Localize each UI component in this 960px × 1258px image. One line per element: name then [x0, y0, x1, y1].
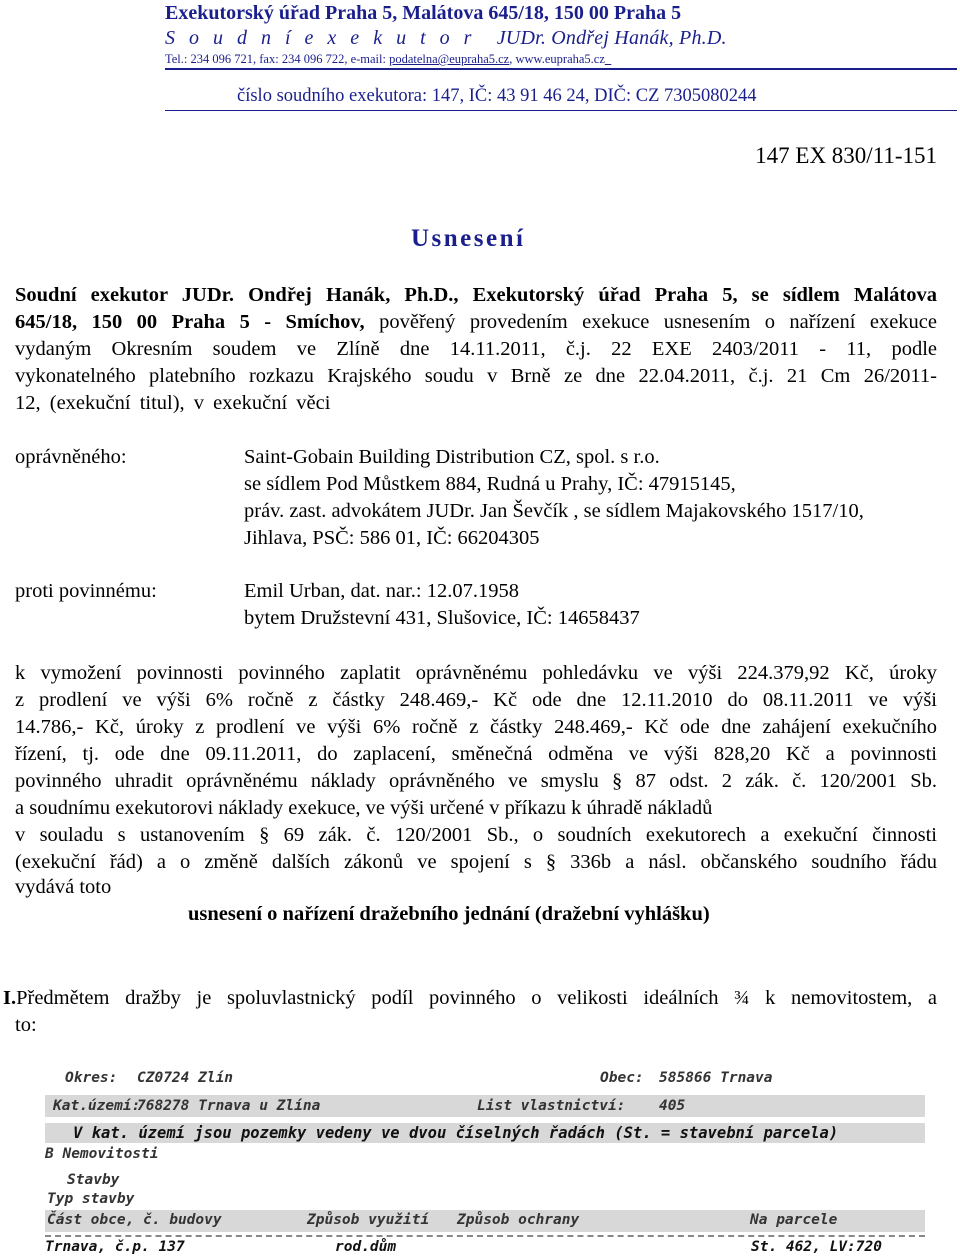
registry-row-vyuziti: rod.dům: [335, 1239, 397, 1255]
obligation-line-3: 14.786,- Kč, úroky z prodlení ve výši 6% ročně z částky 248.469,- Kč ode dne zahájení exekučního: [15, 716, 937, 738]
creditor-line-2: se sídlem Pod Můstkem 884, Rudná u Prahy, IČ: 47915145,: [244, 473, 736, 495]
section-1-number: I.: [3, 987, 17, 1009]
creditor-line-1: Saint-Gobain Building Distribution CZ, spol. s r.o.: [244, 446, 660, 468]
obligation-paragraph: [15, 660, 937, 876]
executor-numbers: číslo soudního exekutora: 147, IČ: 43 91 46 24, DIČ: CZ 7305080244: [237, 86, 757, 106]
intro-line-3: vydaným Okresním soudem ve Zlíně dne 14.11.2011, č.j. 22 EXE 2403/2011 - 11, podle: [15, 338, 937, 360]
creditor-label: oprávněného:: [15, 446, 127, 468]
www-link-tail: _: [604, 52, 612, 66]
intro-line-1: [15, 282, 937, 309]
section-1-text: Předmětem dražby je spoluvlastnický podíl povinného o velikosti ideálních ¾ k nemovitostem, a: [16, 987, 937, 1009]
intro-line-1-bold: Soudní exekutor JUDr. Ondřej Hanák, Ph.D., Exekutorský úřad Praha 5, se sídlem Malátova: [15, 284, 937, 306]
intro-line-4: vykonatelného platebního rozkazu Krajského soudu v Brně ze dne 22.04.2011, č.j. 21 Cm 26/2011-: [15, 365, 937, 387]
www-link[interactable]: , www.eupraha5.cz: [509, 52, 605, 66]
registry-katuzemi-label: Kat.území:: [53, 1098, 141, 1114]
contact-phone-fax: Tel.: 234 096 721, fax: 234 096 722, e-mail:: [165, 52, 390, 66]
registry-banner: V kat. území jsou pozemky vedeny ve dvou číselných řadách (St. = stavební parcela): [73, 1124, 839, 1142]
debtor-line-2: bytem Družstevní 431, Slušovice, IČ: 14658437: [244, 607, 640, 629]
debtor-details: [244, 578, 640, 632]
section-1-line-1: [3, 985, 937, 1012]
case-reference: 147 EX 830/11-151: [755, 143, 937, 168]
obligation-line-4: řízení, tj. ode dne 09.11.2011, do zaplacení, směnečná odměna ve výši 828,20 Kč a povinnosti: [15, 743, 937, 765]
registry-okres-label: Okres:: [65, 1070, 118, 1086]
registry-lv-value: 405: [659, 1098, 686, 1114]
intro-line-2-bold: 645/18, 150 00 Praha 5 - Smíchov,: [15, 311, 365, 333]
creditor-details: [244, 444, 864, 552]
debtor-line-1: Emil Urban, dat. nar.: 12.07.1958: [244, 580, 519, 602]
creditor-line-4: Jihlava, PSČ: 586 01, IČ: 66204305: [244, 527, 540, 549]
registry-katuzemi-value: 768278 Trnava u Zlína: [137, 1098, 321, 1114]
intro-line-2: [15, 309, 937, 336]
registry-typ-stavby: Typ stavby: [47, 1191, 135, 1207]
registry-zpusob-ochrany: Způsob ochrany: [457, 1212, 580, 1228]
intro-line-5: 12, (exekuční titul), v exekuční věci: [15, 392, 331, 414]
registry-cast-obce: Část obce, č. budovy: [47, 1212, 222, 1228]
resolution-title: usnesení o nařízení dražebního jednání (dražební vyhlášku): [188, 903, 710, 925]
issues-text: vydává toto: [15, 876, 112, 898]
obligation-line-1: k vymožení povinnosti povinného zaplatit oprávněnému pohledávku ve výši 224.379,92 Kč, úroky: [15, 662, 937, 684]
registry-separator: [45, 1235, 925, 1237]
obligation-line-2: z prodlení ve výši 6% ročně z částky 248.469,- Kč ode dne 12.11.2010 do 08.11.2011 ve výši: [15, 689, 937, 711]
registry-obec-label: Obec:: [600, 1070, 644, 1086]
email-link[interactable]: podatelna@eupraha5.cz: [389, 52, 510, 66]
obligation-line-8: (exekuční řád) a o změně dalších zákonů ve spojení s § 336b a násl. občanského soudního řádu: [15, 851, 937, 873]
creditor-line-3: práv. zast. advokátem JUDr. Jan Ševčík , se sídlem Majakovského 1517/10,: [244, 500, 864, 522]
intro-line-2-text: pověřený provedením exekuce usnesením o nařízení exekuce: [364, 311, 937, 333]
intro-paragraph: [15, 282, 937, 417]
debtor-label: proti povinnému:: [15, 580, 157, 602]
registry-okres-value: CZ0724 Zlín: [137, 1070, 234, 1086]
registry-na-parcele: Na parcele: [750, 1212, 838, 1228]
office-header: Exekutorský úřad Praha 5, Malátova 645/18, 150 00 Praha 5: [165, 2, 682, 24]
header-divider-2: [165, 110, 957, 111]
registry-row-obec: Trnava, č.p. 137: [45, 1239, 185, 1255]
executor-line: [165, 27, 727, 50]
document-title: Usnesení: [411, 225, 526, 252]
registry-obec-value: 585866 Trnava: [659, 1070, 773, 1086]
section-1: [3, 985, 937, 1039]
registry-stavby: Stavby: [67, 1172, 120, 1188]
obligation-line-5: povinného uhradit oprávněnému náklady oprávněného ve smyslu § 87 odst. 2 zák. č. 120/2001 Sb.: [15, 770, 937, 792]
registry-lv-label: List vlastnictví:: [477, 1098, 626, 1114]
registry-row-parcela: St. 462, LV:720: [751, 1239, 882, 1255]
header-divider: [165, 68, 957, 70]
registry-zpusob-vyuziti: Způsob využití: [307, 1212, 430, 1228]
obligation-line-7: v souladu s ustanovením § 69 zák. č. 120/2001 Sb., o soudních exekutorech a exekuční činnosti: [15, 824, 937, 846]
executor-name: JUDr. Ondřej Hanák, Ph.D.: [496, 27, 727, 49]
contact-line: [165, 52, 611, 67]
section-1-line-2: to:: [15, 1014, 37, 1036]
obligation-line-6: a soudnímu exekutorovi náklady exekuce, ve výši určené v příkazu k úhradě nákladů: [15, 797, 713, 819]
land-registry-extract: [45, 1062, 925, 1258]
executor-prefix: S o u d n í e x e k u t o r: [165, 27, 476, 49]
registry-section-b: B Nemovitosti: [45, 1146, 159, 1162]
